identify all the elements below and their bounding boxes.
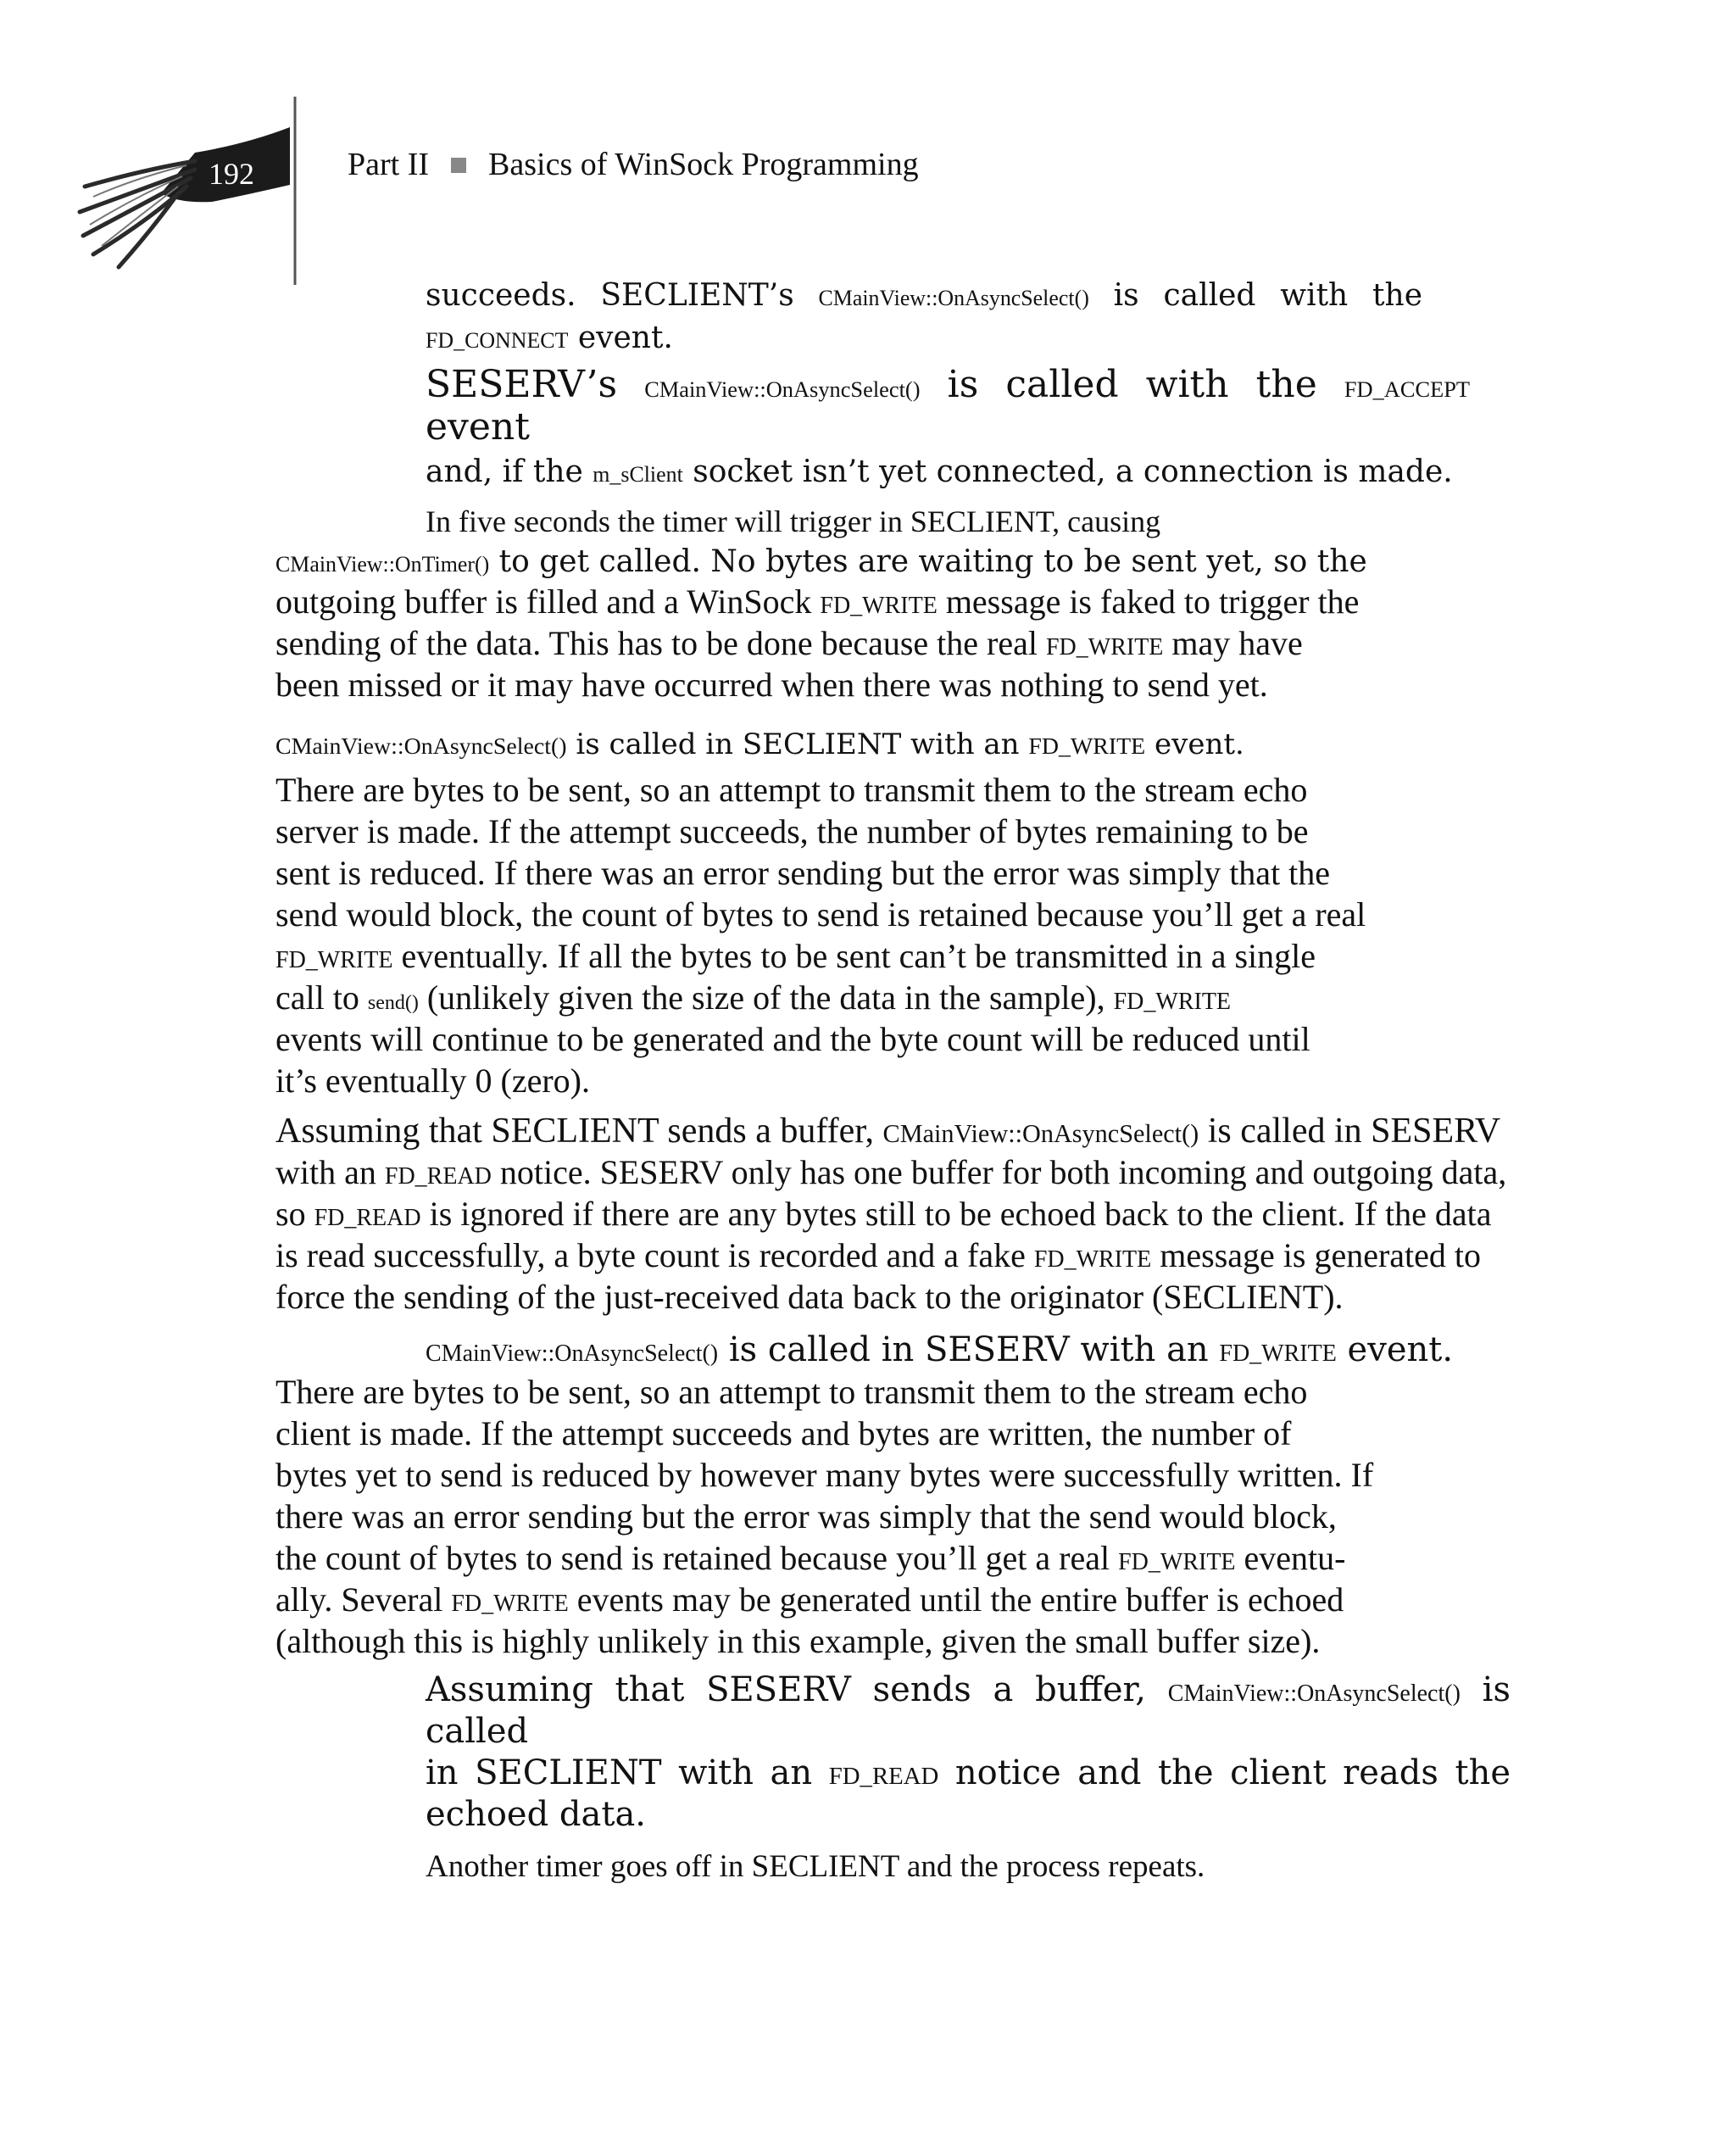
text-line: echoed data.: [426, 1795, 646, 1834]
text-line: succeeds. SECLIENT’s CMainView::OnAsyncSelect() is called with the: [426, 278, 1422, 313]
text-line: FD_CONNECT event.: [426, 320, 673, 355]
part-label: Part II: [348, 147, 430, 182]
text-line: so FD_READ is ignored if there are any bytes still to be echoed back to the client. If the data: [275, 1195, 1492, 1233]
text-line: CMainView::OnTimer() to get called. No bytes are waiting to be sent yet, so the: [275, 544, 1367, 579]
text-line: (although this is highly unlikely in this example, given the small buffer size).: [275, 1622, 1321, 1660]
paragraph-7: [275, 1329, 1547, 1663]
paragraph-1: [426, 278, 1422, 362]
text-line: SESERV’s CMainView::OnAsyncSelect() is called with the FD_ACCEPT: [426, 363, 1470, 406]
text-line: bytes yet to send is reduced by however many bytes were successfully written. If: [275, 1456, 1374, 1494]
text-line: ally. Several FD_WRITE events may be generated until the entire buffer is echoed: [275, 1580, 1344, 1619]
paragraph-4: [275, 504, 1479, 706]
text-line: the count of bytes to send is retained because you’ll get a real FD_WRITE eventu-: [275, 1539, 1346, 1577]
text-line: sent is reduced. If there was an error sending but the error was simply that the: [275, 854, 1331, 892]
text-line: is read successfully, a byte count is recorded and a fake FD_WRITE message is generated to: [275, 1236, 1482, 1274]
text-line: There are bytes to be sent, so an attempt to transmit them to the stream echo: [275, 1373, 1308, 1411]
text-line: there was an error sending but the error was simply that the send would block,: [275, 1497, 1337, 1535]
text-line: in SECLIENT with an FD_READ notice and the client reads the: [426, 1753, 1511, 1792]
text-line: sending of the data. This has to be done because the real FD_WRITE may have: [275, 624, 1303, 662]
text-line: force the sending of the just-received data back to the originator (SECLIENT).: [275, 1278, 1344, 1316]
paragraph-6: [275, 1111, 1632, 1318]
paragraph-8: [426, 1670, 1511, 1836]
text-line: call to send() (unlikely given the size of the data in the sample), FD_WRITE: [275, 978, 1232, 1017]
paragraph-5: [275, 727, 1479, 1102]
separator-square-icon: [451, 158, 466, 173]
text-line: it’s eventually 0 (zero).: [275, 1062, 590, 1100]
running-head: [348, 146, 919, 183]
paragraph-3: and, if the m_sClient socket isn’t yet connected, a connection is made.: [426, 454, 1453, 489]
text-line: called: [426, 1712, 529, 1751]
text-line: with an FD_READ notice. SESERV only has one buffer for both incoming and outgoing data,: [275, 1153, 1507, 1191]
text-line: event: [426, 405, 530, 449]
text-line: send would block, the count of bytes to send is retained because you’ll get a real: [275, 895, 1366, 934]
paragraph-2: [426, 363, 1470, 447]
text-line: events will continue to be generated and the byte count will be reduced until: [275, 1020, 1310, 1058]
text-line: client is made. If the attempt succeeds and bytes are written, the number of: [275, 1414, 1292, 1452]
page-number: 192: [209, 157, 254, 191]
text-line: CMainView::OnAsyncSelect() is called in SESERV with an FD_WRITE event.: [426, 1330, 1454, 1369]
text-line: server is made. If the attempt succeeds, the number of bytes remaining to be: [275, 812, 1309, 850]
text-line: outgoing buffer is filled and a WinSock FD_WRITE message is faked to trigger the: [275, 582, 1360, 621]
text-line: been missed or it may have occurred when there was nothing to send yet.: [275, 666, 1268, 704]
text-line: FD_WRITE eventually. If all the bytes to be sent can’t be transmitted in a single: [275, 937, 1316, 975]
section-title: Basics of WinSock Programming: [488, 147, 919, 182]
text-line: Assuming that SESERV sends a buffer, CMainView::OnAsyncSelect() is: [426, 1670, 1511, 1709]
text-line: There are bytes to be sent, so an attempt to transmit them to the stream echo: [275, 771, 1308, 809]
text-line: CMainView::OnAsyncSelect() is called in SECLIENT with an FD_WRITE event.: [275, 727, 1244, 761]
paragraph-9: Another timer goes off in SECLIENT and the process repeats.: [426, 1849, 1205, 1884]
chapter-flag-logo: [68, 93, 322, 288]
text-line: Assuming that SECLIENT sends a buffer, CMainView::OnAsyncSelect() is called in SESERV: [275, 1112, 1501, 1151]
text-line: In five seconds the timer will trigger in SECLIENT, causing: [426, 504, 1161, 538]
